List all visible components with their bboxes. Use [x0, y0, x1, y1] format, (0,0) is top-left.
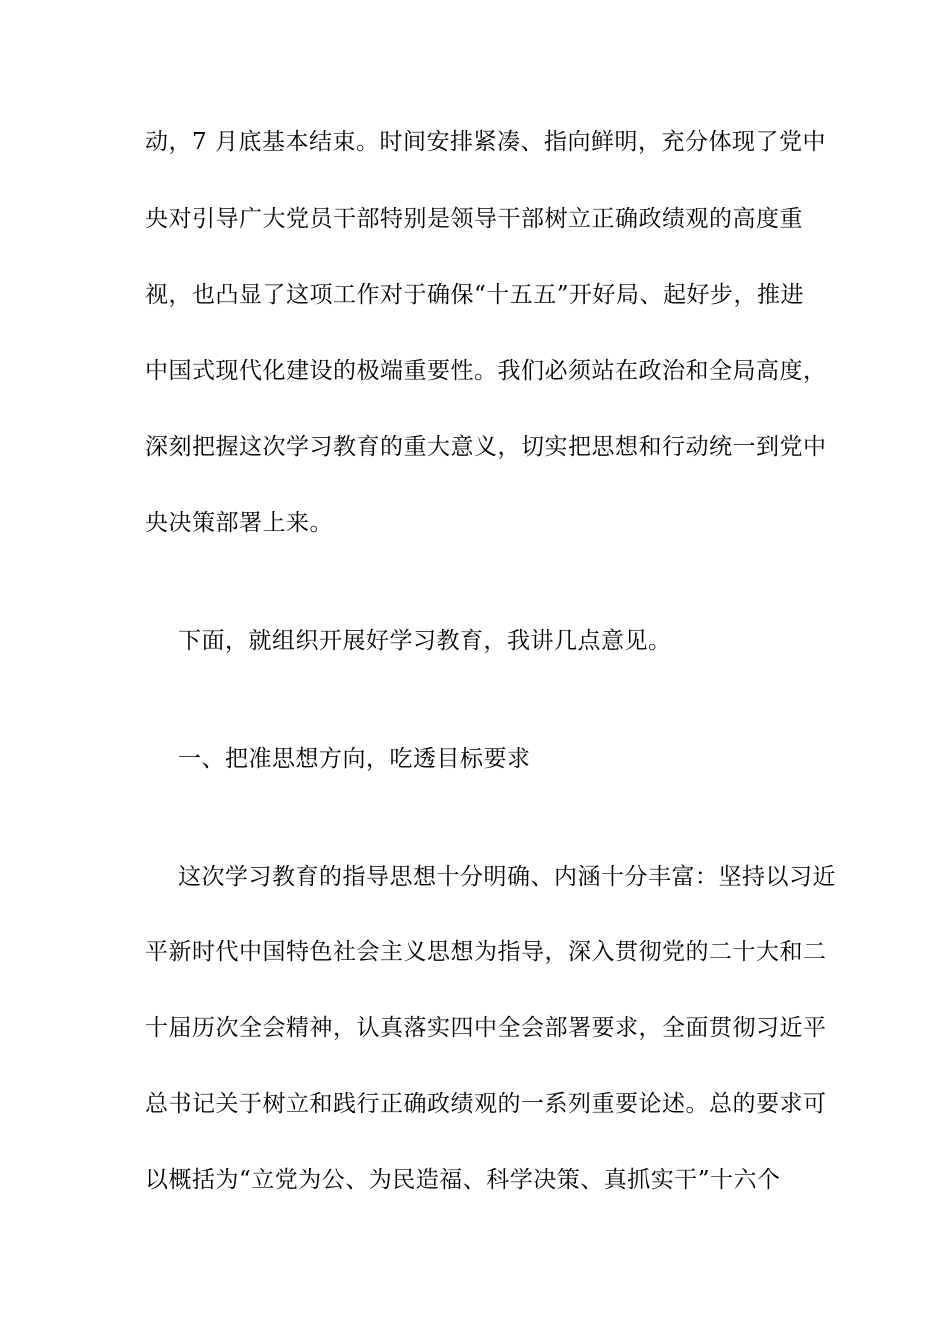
- paragraph-3-line-5: 以概括为“立党为公、为民造福、科学决策、真抓实干”十六个: [145, 1167, 781, 1193]
- paragraph-3-line-3: 十届历次全会精神，认真落实四中全会部署要求，全面贯彻习近平: [145, 1015, 827, 1041]
- paragraph-3-line-4: 总书记关于树立和践行正确政绩观的一系列重要论述。总的要求可: [145, 1091, 827, 1117]
- paragraph-1-line-4: 中国式现代化建设的极端重要性。我们必须站在政治和全局高度，: [145, 358, 827, 384]
- paragraph-1-line-1: 动，7 月底基本结束。时间安排紧凑、指向鲜明，充分体现了党中: [145, 129, 826, 155]
- paragraph-1-line-2: 央对引导广大党员干部特别是领导干部树立正确政绩观的高度重: [145, 206, 803, 232]
- section-heading-1-text: 一、把准思想方向，吃透目标要求: [178, 746, 531, 772]
- paragraph-1-line-6: 央决策部署上来。: [145, 510, 333, 536]
- paragraph-1-line-5: 深刻把握这次学习教育的重大意义，切实把思想和行动统一到党中: [145, 434, 827, 460]
- paragraph-3-line-2: 平新时代中国特色社会主义思想为指导，深入贯彻党的二十大和二: [145, 939, 827, 965]
- paragraph-2-line-1: 下面，就组织开展好学习教育，我讲几点意见。: [178, 628, 672, 654]
- paragraph-1-line-3: 视，也凸显了这项工作对于确保“十五五”开好局、起好步，推进: [145, 282, 805, 308]
- paragraph-3-line-1: 这次学习教育的指导思想十分明确、内涵十分丰富：坚持以习近: [178, 864, 836, 890]
